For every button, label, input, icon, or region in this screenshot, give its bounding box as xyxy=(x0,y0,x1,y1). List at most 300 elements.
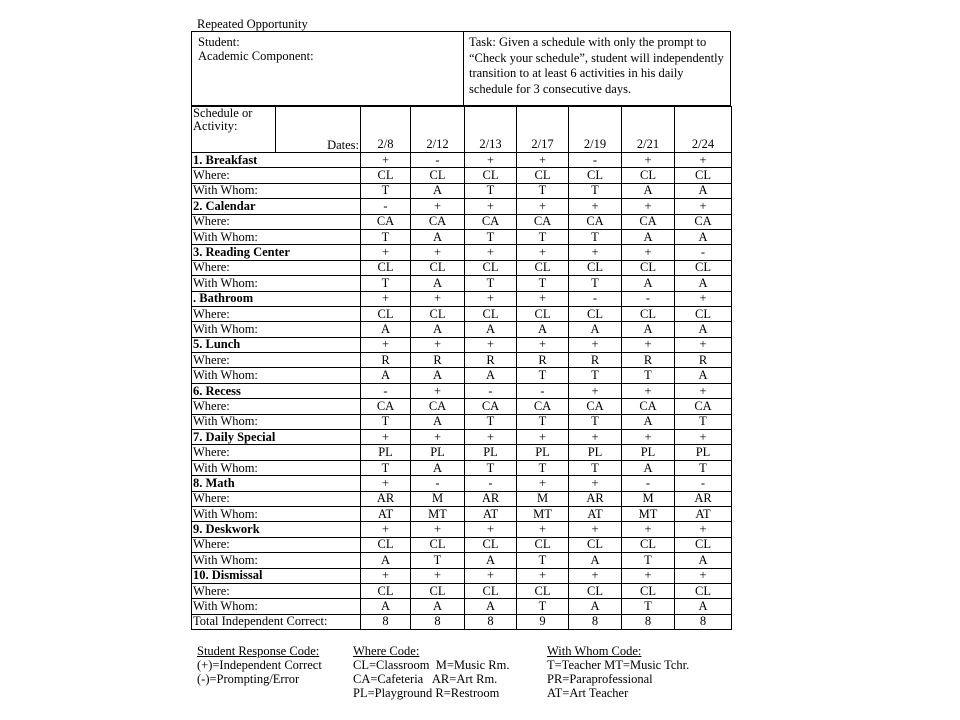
with-whom-label: With Whom: xyxy=(192,460,361,475)
with-whom-cell: MT xyxy=(622,506,675,521)
where-row xyxy=(192,491,732,506)
response-cell: + xyxy=(517,245,569,260)
response-cell: - xyxy=(361,383,411,398)
where-cell: CL xyxy=(569,583,622,598)
with-whom-code-heading: With Whom Code: xyxy=(547,644,642,658)
response-cell: + xyxy=(622,153,675,168)
where-cell: CA xyxy=(675,399,732,414)
with-whom-cell: A xyxy=(675,276,732,291)
with-whom-cell: T xyxy=(465,183,517,198)
activity-row xyxy=(192,199,732,214)
with-whom-cell: T xyxy=(517,183,569,198)
with-whom-cell: T xyxy=(569,183,622,198)
response-cell: - xyxy=(622,476,675,491)
response-cell: + xyxy=(675,153,732,168)
with-whom-row xyxy=(192,322,732,337)
where-cell: CL xyxy=(361,583,411,598)
where-cell: CA xyxy=(569,214,622,229)
where-cell: CL xyxy=(622,306,675,321)
response-cell: + xyxy=(517,476,569,491)
where-cell: CL xyxy=(675,260,732,275)
response-cell: + xyxy=(569,337,622,352)
with-whom-label: With Whom: xyxy=(192,229,361,244)
with-whom-cell: AT xyxy=(675,506,732,521)
with-whom-cell: A xyxy=(411,229,465,244)
total-cell: 8 xyxy=(411,614,465,629)
with-whom-cell: A xyxy=(411,183,465,198)
with-whom-cell: A xyxy=(465,553,517,568)
where-cell: AR xyxy=(569,491,622,506)
with-whom-cell: A xyxy=(622,276,675,291)
where-cell: R xyxy=(517,353,569,368)
where-cell: CL xyxy=(361,306,411,321)
where-row xyxy=(192,399,732,414)
with-whom-cell: A xyxy=(411,276,465,291)
total-cell: 8 xyxy=(675,614,732,629)
where-label: Where: xyxy=(192,353,361,368)
with-whom-cell: T xyxy=(361,276,411,291)
where-label: Where: xyxy=(192,399,361,414)
with-whom-cell: T xyxy=(675,414,732,429)
activity-label: 8. Math xyxy=(192,476,361,491)
where-label: Where: xyxy=(192,583,361,598)
activity-row xyxy=(192,245,732,260)
date-header: 2/12 xyxy=(411,107,465,153)
total-cell: 8 xyxy=(361,614,411,629)
response-cell: + xyxy=(361,522,411,537)
response-cell: + xyxy=(622,245,675,260)
activity-label: 5. Lunch xyxy=(192,337,361,352)
where-cell: CL xyxy=(675,537,732,552)
where-code-line: PL=Playground R=Restroom xyxy=(353,686,500,700)
where-cell: CA xyxy=(569,399,622,414)
dates-row xyxy=(192,107,732,153)
response-cell: + xyxy=(361,245,411,260)
response-cell: + xyxy=(569,430,622,445)
response-cell: + xyxy=(622,199,675,214)
with-whom-cell: MT xyxy=(411,506,465,521)
where-cell: CA xyxy=(675,214,732,229)
response-cell: + xyxy=(675,199,732,214)
with-whom-cell: T xyxy=(569,229,622,244)
where-label: Where: xyxy=(192,306,361,321)
total-label: Total Independent Correct: xyxy=(192,614,361,629)
response-cell: + xyxy=(517,522,569,537)
where-cell: CL xyxy=(411,306,465,321)
response-cell: - xyxy=(517,383,569,398)
activity-row xyxy=(192,522,732,537)
where-cell: CL xyxy=(361,537,411,552)
with-whom-cell: A xyxy=(622,322,675,337)
with-whom-label: With Whom: xyxy=(192,276,361,291)
response-cell: + xyxy=(465,337,517,352)
where-cell: R xyxy=(622,353,675,368)
with-whom-cell: T xyxy=(569,276,622,291)
response-cell: + xyxy=(517,430,569,445)
with-whom-cell: T xyxy=(517,599,569,614)
where-cell: R xyxy=(411,353,465,368)
total-row xyxy=(192,614,732,629)
response-cell: + xyxy=(622,383,675,398)
response-cell: + xyxy=(569,522,622,537)
where-cell: CA xyxy=(411,399,465,414)
response-code-heading: Student Response Code: xyxy=(197,644,320,658)
with-whom-cell: A xyxy=(465,368,517,383)
with-whom-cell: MT xyxy=(517,506,569,521)
with-whom-cell: T xyxy=(465,460,517,475)
where-cell: CA xyxy=(622,399,675,414)
task-description: Task: Given a schedule with only the prompt to “Check your schedule”, student will independently transition to at least 6 activities in his daily schedule for 3 consecutive days. xyxy=(469,35,724,96)
with-whom-cell: T xyxy=(517,368,569,383)
activity-row xyxy=(192,476,732,491)
response-cell: + xyxy=(361,153,411,168)
with-whom-cell: A xyxy=(569,599,622,614)
response-code-line: (-)=Prompting/Error xyxy=(197,672,300,686)
where-label: Where: xyxy=(192,537,361,552)
response-cell: + xyxy=(517,199,569,214)
with-whom-row xyxy=(192,506,732,521)
with-whom-cell: A xyxy=(361,368,411,383)
activity-label: 2. Calendar xyxy=(192,199,361,214)
response-cell: + xyxy=(411,337,465,352)
where-cell: M xyxy=(517,491,569,506)
where-cell: CL xyxy=(465,168,517,183)
with-whom-cell: A xyxy=(361,599,411,614)
with-whom-row xyxy=(192,229,732,244)
where-cell: CL xyxy=(361,260,411,275)
where-cell: AR xyxy=(361,491,411,506)
date-header: 2/17 xyxy=(517,107,569,153)
where-cell: AR xyxy=(675,491,732,506)
with-whom-label: With Whom: xyxy=(192,414,361,429)
with-whom-cell: A xyxy=(622,183,675,198)
response-cell: + xyxy=(569,245,622,260)
activity-row xyxy=(192,153,732,168)
response-cell: + xyxy=(675,291,732,306)
where-cell: CL xyxy=(411,583,465,598)
response-cell: + xyxy=(361,568,411,583)
where-cell: CA xyxy=(517,399,569,414)
with-whom-cell: A xyxy=(675,183,732,198)
with-whom-cell: A xyxy=(622,414,675,429)
with-whom-cell: A xyxy=(411,414,465,429)
with-whom-cell: T xyxy=(361,460,411,475)
activity-label: 7. Daily Special xyxy=(192,430,361,445)
where-cell: PL xyxy=(411,445,465,460)
header-box xyxy=(191,31,731,106)
where-row xyxy=(192,445,732,460)
with-whom-row xyxy=(192,460,732,475)
where-code-legend xyxy=(353,644,509,700)
where-cell: CL xyxy=(411,260,465,275)
with-whom-cell: T xyxy=(569,368,622,383)
where-cell: CL xyxy=(622,168,675,183)
with-whom-cell: T xyxy=(622,599,675,614)
with-whom-cell: T xyxy=(361,229,411,244)
response-cell: + xyxy=(361,430,411,445)
response-cell: + xyxy=(622,430,675,445)
student-label: Student: xyxy=(198,35,240,49)
with-whom-cell: A xyxy=(675,322,732,337)
where-row xyxy=(192,260,732,275)
response-cell: + xyxy=(411,568,465,583)
where-row xyxy=(192,353,732,368)
where-cell: CL xyxy=(675,583,732,598)
date-header: 2/8 xyxy=(361,107,411,153)
response-cell: + xyxy=(675,383,732,398)
with-whom-cell: T xyxy=(517,460,569,475)
where-cell: PL xyxy=(675,445,732,460)
response-cell: + xyxy=(569,568,622,583)
with-whom-label: With Whom: xyxy=(192,599,361,614)
response-cell: - xyxy=(622,291,675,306)
where-cell: CL xyxy=(465,306,517,321)
response-cell: - xyxy=(465,383,517,398)
with-whom-cell: T xyxy=(361,414,411,429)
activity-row xyxy=(192,383,732,398)
with-whom-cell: A xyxy=(569,553,622,568)
response-cell: + xyxy=(622,522,675,537)
with-whom-row xyxy=(192,414,732,429)
response-cell: - xyxy=(411,476,465,491)
with-whom-row xyxy=(192,276,732,291)
with-whom-cell: A xyxy=(465,599,517,614)
response-cell: + xyxy=(517,568,569,583)
with-whom-code-line: T=Teacher MT=Music Tchr. xyxy=(547,658,690,672)
response-cell: + xyxy=(622,337,675,352)
where-cell: CL xyxy=(675,306,732,321)
where-cell: CL xyxy=(465,583,517,598)
with-whom-cell: T xyxy=(465,276,517,291)
response-cell: + xyxy=(675,337,732,352)
header-student-info xyxy=(192,32,464,105)
activity-row xyxy=(192,568,732,583)
response-cell: + xyxy=(569,383,622,398)
schedule-table xyxy=(191,106,732,630)
where-cell: PL xyxy=(517,445,569,460)
where-label: Where: xyxy=(192,214,361,229)
activity-label: . Bathroom xyxy=(192,291,361,306)
with-whom-code-line: PR=Paraprofessional xyxy=(547,672,653,686)
with-whom-cell: A xyxy=(675,229,732,244)
total-cell: 8 xyxy=(569,614,622,629)
response-cell: + xyxy=(411,245,465,260)
with-whom-cell: A xyxy=(569,322,622,337)
where-row xyxy=(192,537,732,552)
with-whom-cell: A xyxy=(517,322,569,337)
with-whom-cell: A xyxy=(411,322,465,337)
schedule-or-activity-header: Schedule or Activity: xyxy=(192,107,276,153)
total-cell: 8 xyxy=(622,614,675,629)
where-cell: PL xyxy=(569,445,622,460)
where-cell: CL xyxy=(517,260,569,275)
activity-label: 6. Recess xyxy=(192,383,361,398)
with-whom-label: With Whom: xyxy=(192,368,361,383)
response-code-line: (+)=Independent Correct xyxy=(197,658,322,672)
response-cell: + xyxy=(517,337,569,352)
with-whom-cell: A xyxy=(361,553,411,568)
academic-component-label: Academic Component: xyxy=(198,49,314,63)
where-cell: CL xyxy=(411,168,465,183)
activity-row xyxy=(192,430,732,445)
date-header: 2/13 xyxy=(465,107,517,153)
response-cell: - xyxy=(675,245,732,260)
response-cell: - xyxy=(411,153,465,168)
with-whom-cell: T xyxy=(361,183,411,198)
with-whom-cell: T xyxy=(569,414,622,429)
where-cell: CL xyxy=(622,583,675,598)
with-whom-cell: T xyxy=(675,460,732,475)
where-cell: CL xyxy=(517,583,569,598)
where-cell: CA xyxy=(465,399,517,414)
with-whom-label: With Whom: xyxy=(192,322,361,337)
with-whom-cell: A xyxy=(675,368,732,383)
date-header: 2/21 xyxy=(622,107,675,153)
activity-label: 1. Breakfast xyxy=(192,153,361,168)
with-whom-row xyxy=(192,553,732,568)
with-whom-code-line: AT=Art Teacher xyxy=(547,686,629,700)
where-label: Where: xyxy=(192,168,361,183)
where-cell: R xyxy=(361,353,411,368)
where-code-line: CA=Cafeteria AR=Art Rm. xyxy=(353,672,498,686)
response-cell: + xyxy=(465,291,517,306)
where-cell: AR xyxy=(465,491,517,506)
where-row xyxy=(192,583,732,598)
activity-row xyxy=(192,291,732,306)
where-cell: M xyxy=(622,491,675,506)
where-cell: CL xyxy=(569,306,622,321)
response-cell: - xyxy=(675,476,732,491)
where-label: Where: xyxy=(192,445,361,460)
response-cell: + xyxy=(465,522,517,537)
with-whom-cell: A xyxy=(411,460,465,475)
where-cell: CA xyxy=(361,214,411,229)
where-cell: CA xyxy=(465,214,517,229)
schedule-table-body xyxy=(192,107,732,630)
with-whom-cell: AT xyxy=(465,506,517,521)
where-cell: CL xyxy=(622,260,675,275)
response-cell: - xyxy=(465,476,517,491)
response-cell: + xyxy=(465,568,517,583)
response-cell: - xyxy=(569,153,622,168)
with-whom-label: With Whom: xyxy=(192,183,361,198)
response-cell: + xyxy=(675,522,732,537)
where-cell: CL xyxy=(465,260,517,275)
with-whom-label: With Whom: xyxy=(192,553,361,568)
with-whom-code-legend xyxy=(547,644,689,700)
with-whom-cell: T xyxy=(465,229,517,244)
response-cell: + xyxy=(465,430,517,445)
where-cell: CL xyxy=(465,537,517,552)
response-cell: + xyxy=(569,199,622,214)
response-cell: + xyxy=(517,291,569,306)
response-cell: + xyxy=(411,430,465,445)
with-whom-cell: A xyxy=(361,322,411,337)
where-cell: R xyxy=(675,353,732,368)
where-code-line: CL=Classroom M=Music Rm. xyxy=(353,658,510,672)
with-whom-cell: A xyxy=(622,229,675,244)
where-cell: CL xyxy=(517,306,569,321)
response-cell: + xyxy=(411,291,465,306)
response-cell: + xyxy=(361,476,411,491)
where-cell: R xyxy=(465,353,517,368)
response-code-legend xyxy=(197,644,322,686)
dates-label: Dates: xyxy=(276,107,361,153)
total-cell: 9 xyxy=(517,614,569,629)
total-cell: 8 xyxy=(465,614,517,629)
where-cell: CA xyxy=(622,214,675,229)
where-cell: CL xyxy=(361,168,411,183)
where-cell: CL xyxy=(569,537,622,552)
date-header: 2/19 xyxy=(569,107,622,153)
where-cell: CL xyxy=(569,168,622,183)
with-whom-row xyxy=(192,183,732,198)
response-cell: + xyxy=(465,199,517,214)
with-whom-cell: A xyxy=(675,599,732,614)
with-whom-cell: T xyxy=(465,414,517,429)
response-cell: + xyxy=(361,291,411,306)
with-whom-row xyxy=(192,599,732,614)
with-whom-cell: T xyxy=(517,414,569,429)
with-whom-cell: T xyxy=(622,553,675,568)
with-whom-label: With Whom: xyxy=(192,506,361,521)
with-whom-row xyxy=(192,368,732,383)
with-whom-cell: T xyxy=(517,276,569,291)
with-whom-cell: A xyxy=(411,368,465,383)
with-whom-cell: A xyxy=(675,553,732,568)
sheet-title: Repeated Opportunity xyxy=(197,17,308,31)
response-cell: + xyxy=(411,199,465,214)
where-code-heading: Where Code: xyxy=(353,644,420,658)
with-whom-cell: T xyxy=(517,553,569,568)
with-whom-cell: AT xyxy=(361,506,411,521)
where-label: Where: xyxy=(192,491,361,506)
activity-label: 9. Deskwork xyxy=(192,522,361,537)
where-cell: CL xyxy=(569,260,622,275)
response-cell: + xyxy=(361,337,411,352)
date-header: 2/24 xyxy=(675,107,732,153)
with-whom-cell: T xyxy=(569,460,622,475)
with-whom-cell: AT xyxy=(569,506,622,521)
where-cell: CA xyxy=(411,214,465,229)
response-cell: + xyxy=(465,245,517,260)
where-cell: PL xyxy=(465,445,517,460)
response-cell: + xyxy=(411,383,465,398)
where-row xyxy=(192,214,732,229)
where-row xyxy=(192,306,732,321)
response-cell: + xyxy=(517,153,569,168)
response-cell: - xyxy=(361,199,411,214)
where-cell: PL xyxy=(361,445,411,460)
response-cell: + xyxy=(622,568,675,583)
response-cell: + xyxy=(569,476,622,491)
with-whom-cell: A xyxy=(411,599,465,614)
activity-row xyxy=(192,337,732,352)
where-cell: CL xyxy=(675,168,732,183)
where-cell: M xyxy=(411,491,465,506)
with-whom-cell: A xyxy=(622,460,675,475)
where-cell: R xyxy=(569,353,622,368)
where-cell: CL xyxy=(411,537,465,552)
with-whom-cell: T xyxy=(517,229,569,244)
activity-label: 3. Reading Center xyxy=(192,245,361,260)
where-cell: CA xyxy=(517,214,569,229)
activity-label: 10. Dismissal xyxy=(192,568,361,583)
response-cell: + xyxy=(675,568,732,583)
with-whom-cell: T xyxy=(622,368,675,383)
where-cell: PL xyxy=(622,445,675,460)
with-whom-cell: T xyxy=(411,553,465,568)
